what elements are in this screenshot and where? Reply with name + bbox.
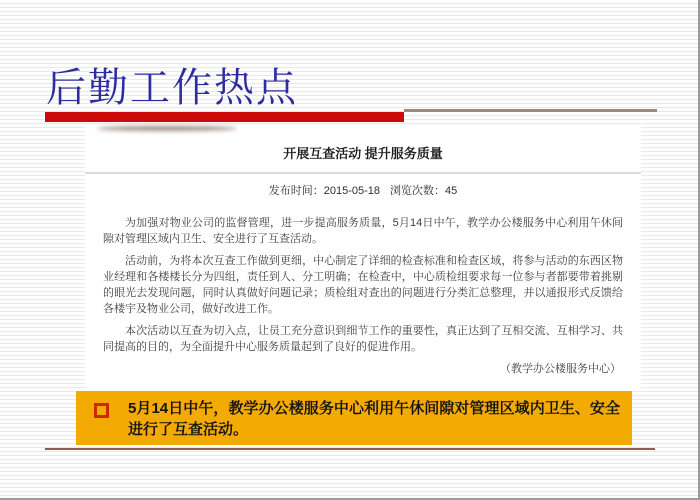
article-screenshot <box>85 125 641 390</box>
article-meta <box>85 182 641 198</box>
article-body <box>85 215 641 377</box>
view-count-value: 45 <box>445 185 458 197</box>
square-bullet-icon <box>94 403 109 418</box>
publish-time-label: 发布时间： <box>268 185 324 197</box>
publish-time-value: 2015-05-18 <box>323 185 381 197</box>
article-paragraph: 本次活动以互查为切入点，让员工充分意识到细节工作的重要性，真正达到了互相交流、互相学习、共同提高的目的，为全面提升中心服务质量起到了良好的促进作用。 <box>103 325 623 353</box>
article-divider <box>85 172 641 174</box>
article-paragraph: 活动前，为将本次互查工作做到更细，中心制定了详细的检查标准和检查区域，将参与活动的东西区物业经理和各楼楼长分为四组，责任到人、分工明确；在检查中，中心质检组要求每一位参与者都要带着挑剔的眼光去发现问题，同时认真做好问题记录；质检组对查出的问题进行分类汇总整理，并以通报形式反馈给各楼宇及物业公司，做好改进工作。 <box>103 255 623 315</box>
view-count-label: 浏览次数： <box>390 185 446 197</box>
callout-text: 5月14日中午，教学办公楼服务中心利用午休间隙对管理区域内卫生、安全进行了互查活动。 <box>128 400 620 438</box>
article-signature: （教学办公楼服务中心） <box>500 363 621 375</box>
cropped-toolbar-remnant <box>97 126 237 131</box>
article-paragraph: 为加强对物业公司的监督管理，进一步提高服务质量，5月14日中午，教学办公楼服务中心利用午休间隙对管理区域内卫生、安全进行了互查活动。 <box>103 217 623 245</box>
slide-title: 后勤工作热点 <box>46 65 298 111</box>
bottom-rule <box>45 448 655 450</box>
callout-box <box>76 391 632 445</box>
title-underline-thin-rule <box>404 109 657 112</box>
article-title: 开展互查活动 提升服务质量 <box>283 146 443 161</box>
title-underline-bar <box>45 112 404 122</box>
